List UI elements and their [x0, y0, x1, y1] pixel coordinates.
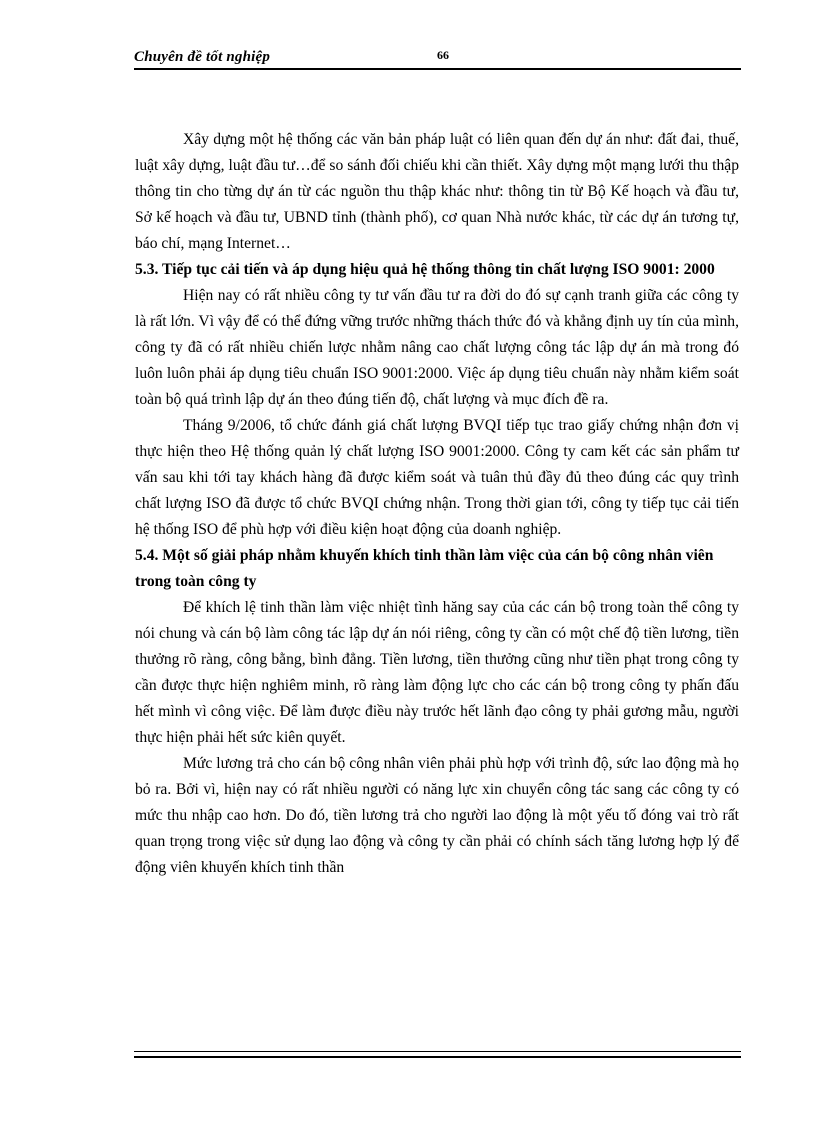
- section-heading-5-4: 5.4. Một số giải pháp nhằm khuyến khích tinh thần làm việc của cán bộ công nhân viên trong toàn công ty: [135, 547, 714, 590]
- paragraph-bvqi-certification: Tháng 9/2006, tổ chức đánh giá chất lượng BVQI tiếp tục trao giấy chứng nhận đơn vị thực hiện theo Hệ thống quản lý chất lượng ISO 9001:2000. Công ty cam kết các sản phẩm tư vấn sau khi tới tay khách hàng đã được kiểm soát và tuân thủ đầy đủ theo đúng các quy trình chất lượng ISO đã được tổ chức BVQI chứng nhận. Trong thời gian tới, công ty tiếp tục cải tiến hệ thống ISO để phù hợp với điều kiện hoạt động của doanh nghiệp.: [135, 417, 739, 538]
- page-header: [134, 46, 741, 68]
- footer-rule: [134, 1051, 741, 1058]
- header-rule: [134, 68, 741, 70]
- paragraph-legal-documents: Xây dựng một hệ thống các văn bản pháp luật có liên quan đến dự án như: đất đai, thuế, luật xây dựng, luật đầu tư…để so sánh đối chiếu khi cần thiết. Xây dựng một mạng lưới thu thập thông tin cho từng dự án từ các nguồn thu thập khác như: thông tin từ Bộ Kế hoạch và đầu tư, Sở kế hoạch và đầu tư, UBND tỉnh (thành phố), cơ quan Nhà nước khác, từ các dự án tương tự, báo chí, mạng Internet…: [135, 131, 739, 252]
- paragraph-salary: Mức lương trả cho cán bộ công nhân viên phải phù hợp với trình độ, sức lao động mà họ bỏ ra. Bởi vì, hiện nay có rất nhiều người có năng lực xin chuyển công tác sang các công ty có mức thu nhập cao hơn. Do đó, tiền lương trả cho người lao động là một yếu tố đóng vai trò rất quan trọng trong việc sử dụng lao động và công ty cần phải có chính sách tăng lương hợp lý để động viên khuyến khích tinh thần: [135, 755, 739, 876]
- paragraph-motivation: Để khích lệ tinh thần làm việc nhiệt tình hăng say của các cán bộ trong toàn thể công ty nói chung và cán bộ làm công tác lập dự án nói riêng, công ty cần có một chế độ tiền lương, tiền thưởng rõ ràng, công bằng, bình đẳng. Tiền lương, tiền thưởng cũng như tiền phạt trong công ty cần được thực hiện nghiêm minh, rõ ràng làm động lực cho các cán bộ trong công ty phấn đấu hết mình vì công việc. Để làm được điều này trước hết lãnh đạo công ty phải gương mẫu, người thực hiện phải hết sức kiên quyết.: [135, 599, 739, 746]
- header-title: Chuyên đề tốt nghiệp: [134, 49, 271, 65]
- section-heading-5-3: 5.3. Tiếp tục cải tiến và áp dụng hiệu quả hệ thống thông tin chất lượng ISO 9001: 2000: [135, 261, 715, 278]
- page-body: [135, 127, 739, 881]
- paragraph-iso-competition: Hiện nay có rất nhiều công ty tư vấn đầu tư ra đời do đó sự cạnh tranh giữa các công ty là rất lớn. Vì vậy để có thể đứng vững trước những thách thức đó và khẳng định uy tín của mình, công ty đã có rất nhiều chiến lược nhằm nâng cao chất lượng công tác lập dự án mà trong đó luôn luôn phải áp dụng tiêu chuẩn ISO 9001:2000. Việc áp dụng tiêu chuẩn này nhằm kiểm soát toàn bộ quá trình lập dự án theo đúng tiến độ, chất lượng và mục đích đề ra.: [135, 287, 739, 408]
- page-number: 66: [437, 48, 449, 62]
